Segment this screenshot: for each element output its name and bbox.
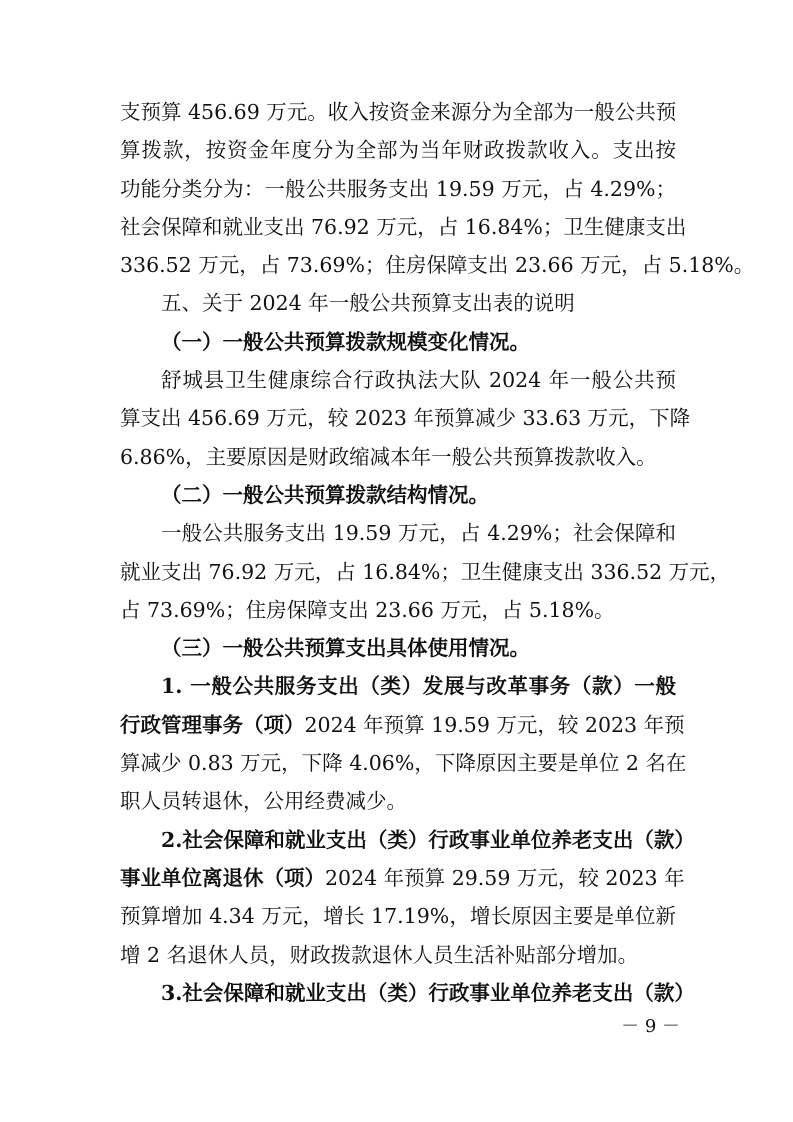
item-heading: 3.社会保障和就业支出（类）行政事业单位养老支出（款） — [161, 980, 695, 1005]
text-line: 算拨款，按资金年度分为全部为当年财政拨款收入。支出按 — [120, 138, 676, 163]
list-item — [120, 974, 695, 1012]
text-line: 算减少 0.83 万元，下降 4.06%，下降原因主要是单位 2 名在 — [120, 751, 687, 776]
item-heading: 1. 一般公共服务支出（类）发展与改革事务（款）一般 — [161, 674, 676, 699]
text-line: 功能分类分为：一般公共服务支出 19.59 万元，占 4.29%； — [120, 176, 676, 201]
subsection-heading: （一）一般公共预算拨款规模变化情况。 — [161, 329, 530, 354]
subsection-heading: （二）一般公共预算拨款结构情况。 — [161, 482, 489, 507]
item-heading-continuation: 事业单位离退休（项） — [120, 865, 325, 890]
item-text: 2024 年预算 29.59 万元，较 2023 年 — [325, 865, 685, 890]
text-line: 预算增加 4.34 万元，增长 17.19%，增长原因主要是单位新 — [120, 904, 676, 929]
text-line: 支预算 456.69 万元。收入按资金来源分为全部为一般公共预 — [120, 100, 677, 124]
item-heading: 2.社会保障和就业支出（类）行政事业单位养老支出（款） — [161, 827, 695, 852]
text-line: 职人员转退休，公用经费减少。 — [120, 789, 407, 814]
text-line — [120, 706, 685, 744]
text-line: 6.86%，主要原因是财政缩减本年一般公共预算拨款收入。 — [120, 444, 657, 469]
list-item — [120, 667, 687, 820]
paragraph-structure — [120, 514, 731, 629]
paragraph-scale-change — [120, 361, 691, 476]
section-heading: 五、关于 2024 年一般公共预算支出表的说明 — [161, 291, 575, 316]
list-item — [120, 821, 695, 974]
text-line: 舒城县卫生健康综合行政执法大队 2024 年一般公共预 — [161, 368, 676, 393]
item-heading-continuation: 行政管理事务（项） — [120, 712, 305, 737]
text-line: 就业支出 76.92 万元，占 16.84%；卫生健康支出 336.52 万元， — [120, 559, 731, 584]
text-line: 占 73.69%；住房保障支出 23.66 万元，占 5.18%。 — [120, 597, 615, 622]
text-line: 社会保障和就业支出 76.92 万元，占 16.84%；卫生健康支出 — [120, 214, 687, 239]
page-number: － 9 － — [621, 1016, 680, 1037]
item-text: 2024 年预算 19.59 万元，较 2023 年预 — [304, 712, 685, 737]
text-line: 增 2 名退休人员，财政拨款退休人员生活补贴部分增加。 — [120, 942, 639, 967]
paragraph-budget-summary — [120, 93, 755, 284]
text-line: 一般公共服务支出 19.59 万元，占 4.29%；社会保障和 — [161, 521, 676, 546]
text-line: 算支出 456.69 万元，较 2023 年预算减少 33.63 万元，下降 — [120, 406, 691, 431]
text-line: 336.52 万元，占 73.69%；住房保障支出 23.66 万元，占 5.18%。 — [120, 253, 755, 278]
subsection-heading: （三）一般公共预算支出具体使用情况。 — [161, 636, 530, 661]
text-line — [120, 859, 685, 897]
document-body — [120, 93, 755, 1012]
